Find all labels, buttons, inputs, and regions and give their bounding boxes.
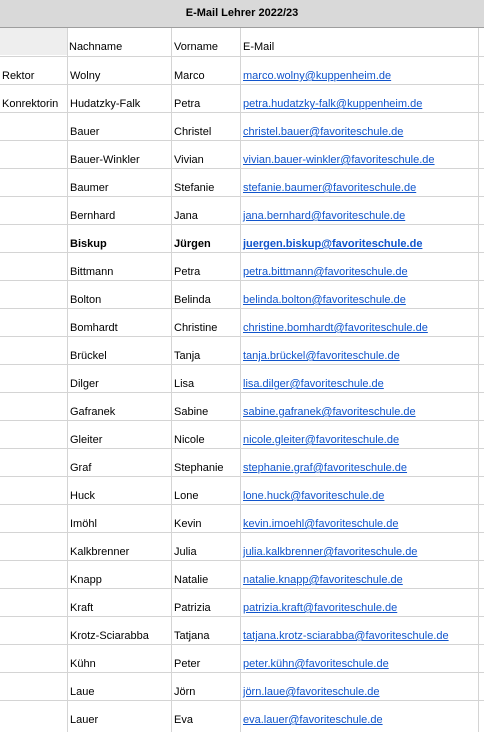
vorname-cell: Petra xyxy=(174,266,201,278)
table-row xyxy=(0,84,484,112)
email-link[interactable]: tatjana.krotz-sciarabba@favoriteschule.de xyxy=(243,630,449,642)
table-row xyxy=(0,364,484,392)
nachname-cell: Kalkbrenner xyxy=(70,546,130,558)
table-row xyxy=(0,476,484,504)
table-row xyxy=(0,392,484,420)
email-link[interactable]: tanja.brückel@favoriteschule.de xyxy=(243,350,400,362)
vorname-cell: Stephanie xyxy=(174,462,224,474)
email-link[interactable]: jörn.laue@favoriteschule.de xyxy=(243,686,380,698)
table-row xyxy=(0,196,484,224)
nachname-cell: Hudatzky-Falk xyxy=(70,98,141,110)
email-link[interactable]: petra.bittmann@favoriteschule.de xyxy=(243,266,408,278)
vorname-cell: Tatjana xyxy=(174,630,210,642)
table-row xyxy=(0,672,484,700)
header-vorname: Vorname xyxy=(174,41,219,53)
email-link[interactable]: lisa.dilger@favoriteschule.de xyxy=(243,378,384,390)
nachname-cell: Huck xyxy=(70,490,96,502)
email-link[interactable]: julia.kalkbrenner@favoriteschule.de xyxy=(243,546,418,558)
table-row xyxy=(0,504,484,532)
email-link[interactable]: christine.bomhardt@favoriteschule.de xyxy=(243,322,428,334)
table-row xyxy=(0,280,484,308)
nachname-cell: Imöhl xyxy=(70,518,97,530)
email-link[interactable]: natalie.knapp@favoriteschule.de xyxy=(243,574,403,586)
email-link[interactable]: marco.wolny@kuppenheim.de xyxy=(243,70,392,82)
nachname-cell: Kraft xyxy=(70,602,94,614)
email-link[interactable]: nicole.gleiter@favoriteschule.de xyxy=(243,434,400,446)
email-link[interactable]: jana.bernhard@favoriteschule.de xyxy=(243,210,406,222)
nachname-cell: Baumer xyxy=(70,182,109,194)
header-blank-cell xyxy=(0,28,67,55)
table-row xyxy=(0,140,484,168)
nachname-cell: Dilger xyxy=(70,378,99,390)
nachname-cell: Gafranek xyxy=(70,406,116,418)
vorname-cell: Lisa xyxy=(174,378,195,390)
nachname-cell: Gleiter xyxy=(70,434,103,446)
table-row xyxy=(0,336,484,364)
email-link[interactable]: eva.lauer@favoriteschule.de xyxy=(243,714,383,726)
email-link[interactable]: juergen.biskup@favoriteschule.de xyxy=(243,238,423,250)
table-row xyxy=(0,560,484,588)
vorname-cell: Christel xyxy=(174,126,212,138)
vorname-cell: Kevin xyxy=(174,518,202,530)
vorname-cell: Jörn xyxy=(174,686,196,698)
table-row xyxy=(0,588,484,616)
email-link[interactable]: patrizia.kraft@favoriteschule.de xyxy=(243,602,398,614)
nachname-cell: Laue xyxy=(70,686,95,698)
nachname-cell: Krotz-Sciarabba xyxy=(70,630,149,642)
table-row xyxy=(0,112,484,140)
table-row xyxy=(0,532,484,560)
vorname-cell: Peter xyxy=(174,658,201,670)
vorname-cell: Natalie xyxy=(174,574,209,586)
vorname-cell: Stefanie xyxy=(174,182,215,194)
email-link[interactable]: christel.bauer@favoriteschule.de xyxy=(243,126,404,138)
table-row xyxy=(0,420,484,448)
table-row xyxy=(0,448,484,476)
nachname-cell: Brückel xyxy=(70,350,107,362)
email-link[interactable]: peter.kühn@favoriteschule.de xyxy=(243,658,389,670)
email-link[interactable]: vivian.bauer-winkler@favoriteschule.de xyxy=(243,154,435,166)
table-row xyxy=(0,308,484,336)
vorname-cell: Christine xyxy=(174,322,218,334)
table-row xyxy=(0,252,484,280)
nachname-cell: Bittmann xyxy=(70,266,114,278)
vorname-cell: Eva xyxy=(174,714,193,726)
email-link[interactable]: lone.huck@favoriteschule.de xyxy=(243,490,385,502)
vorname-cell: Belinda xyxy=(174,294,211,306)
nachname-cell: Wolny xyxy=(70,70,101,82)
email-link[interactable]: stefanie.baumer@favoriteschule.de xyxy=(243,182,417,194)
vorname-cell: Vivian xyxy=(174,154,204,166)
header-email: E-Mail xyxy=(243,41,275,53)
vorname-cell: Julia xyxy=(174,546,197,558)
email-link[interactable]: kevin.imoehl@favoriteschule.de xyxy=(243,518,399,530)
vorname-cell: Marco xyxy=(174,70,205,82)
vorname-cell: Sabine xyxy=(174,406,209,418)
nachname-cell: Knapp xyxy=(70,574,102,586)
sheet-title: E-Mail Lehrer 2022/23 xyxy=(0,0,484,28)
teacher-list xyxy=(0,56,484,728)
table-row xyxy=(0,644,484,672)
header-nachname: Nachname xyxy=(69,41,123,53)
table-row xyxy=(0,616,484,644)
table-row xyxy=(0,700,484,728)
table-row xyxy=(0,224,484,252)
vorname-cell: Lone xyxy=(174,490,199,502)
vorname-cell: Jürgen xyxy=(174,238,211,250)
nachname-cell: Biskup xyxy=(70,238,107,250)
nachname-cell: Bauer-Winkler xyxy=(70,154,140,166)
role-cell: Konrektorin xyxy=(2,98,59,110)
vorname-cell: Petra xyxy=(174,98,201,110)
header-row xyxy=(0,28,484,55)
email-link[interactable]: belinda.bolton@favoriteschule.de xyxy=(243,294,406,306)
email-link[interactable]: stephanie.graf@favoriteschule.de xyxy=(243,462,408,474)
role-cell: Rektor xyxy=(2,70,35,82)
nachname-cell: Bernhard xyxy=(70,210,116,222)
vorname-cell: Patrizia xyxy=(174,602,211,614)
nachname-cell: Graf xyxy=(70,462,92,474)
nachname-cell: Bolton xyxy=(70,294,102,306)
email-link[interactable]: sabine.gafranek@favoriteschule.de xyxy=(243,406,416,418)
vorname-cell: Tanja xyxy=(174,350,201,362)
nachname-cell: Lauer xyxy=(70,714,99,726)
vorname-cell: Nicole xyxy=(174,434,205,446)
vorname-cell: Jana xyxy=(174,210,198,222)
email-link[interactable]: petra.hudatzky-falk@kuppenheim.de xyxy=(243,98,423,110)
nachname-cell: Kühn xyxy=(70,658,96,670)
table-row xyxy=(0,168,484,196)
nachname-cell: Bauer xyxy=(70,126,100,138)
table-row xyxy=(0,56,484,84)
nachname-cell: Bomhardt xyxy=(70,322,118,334)
